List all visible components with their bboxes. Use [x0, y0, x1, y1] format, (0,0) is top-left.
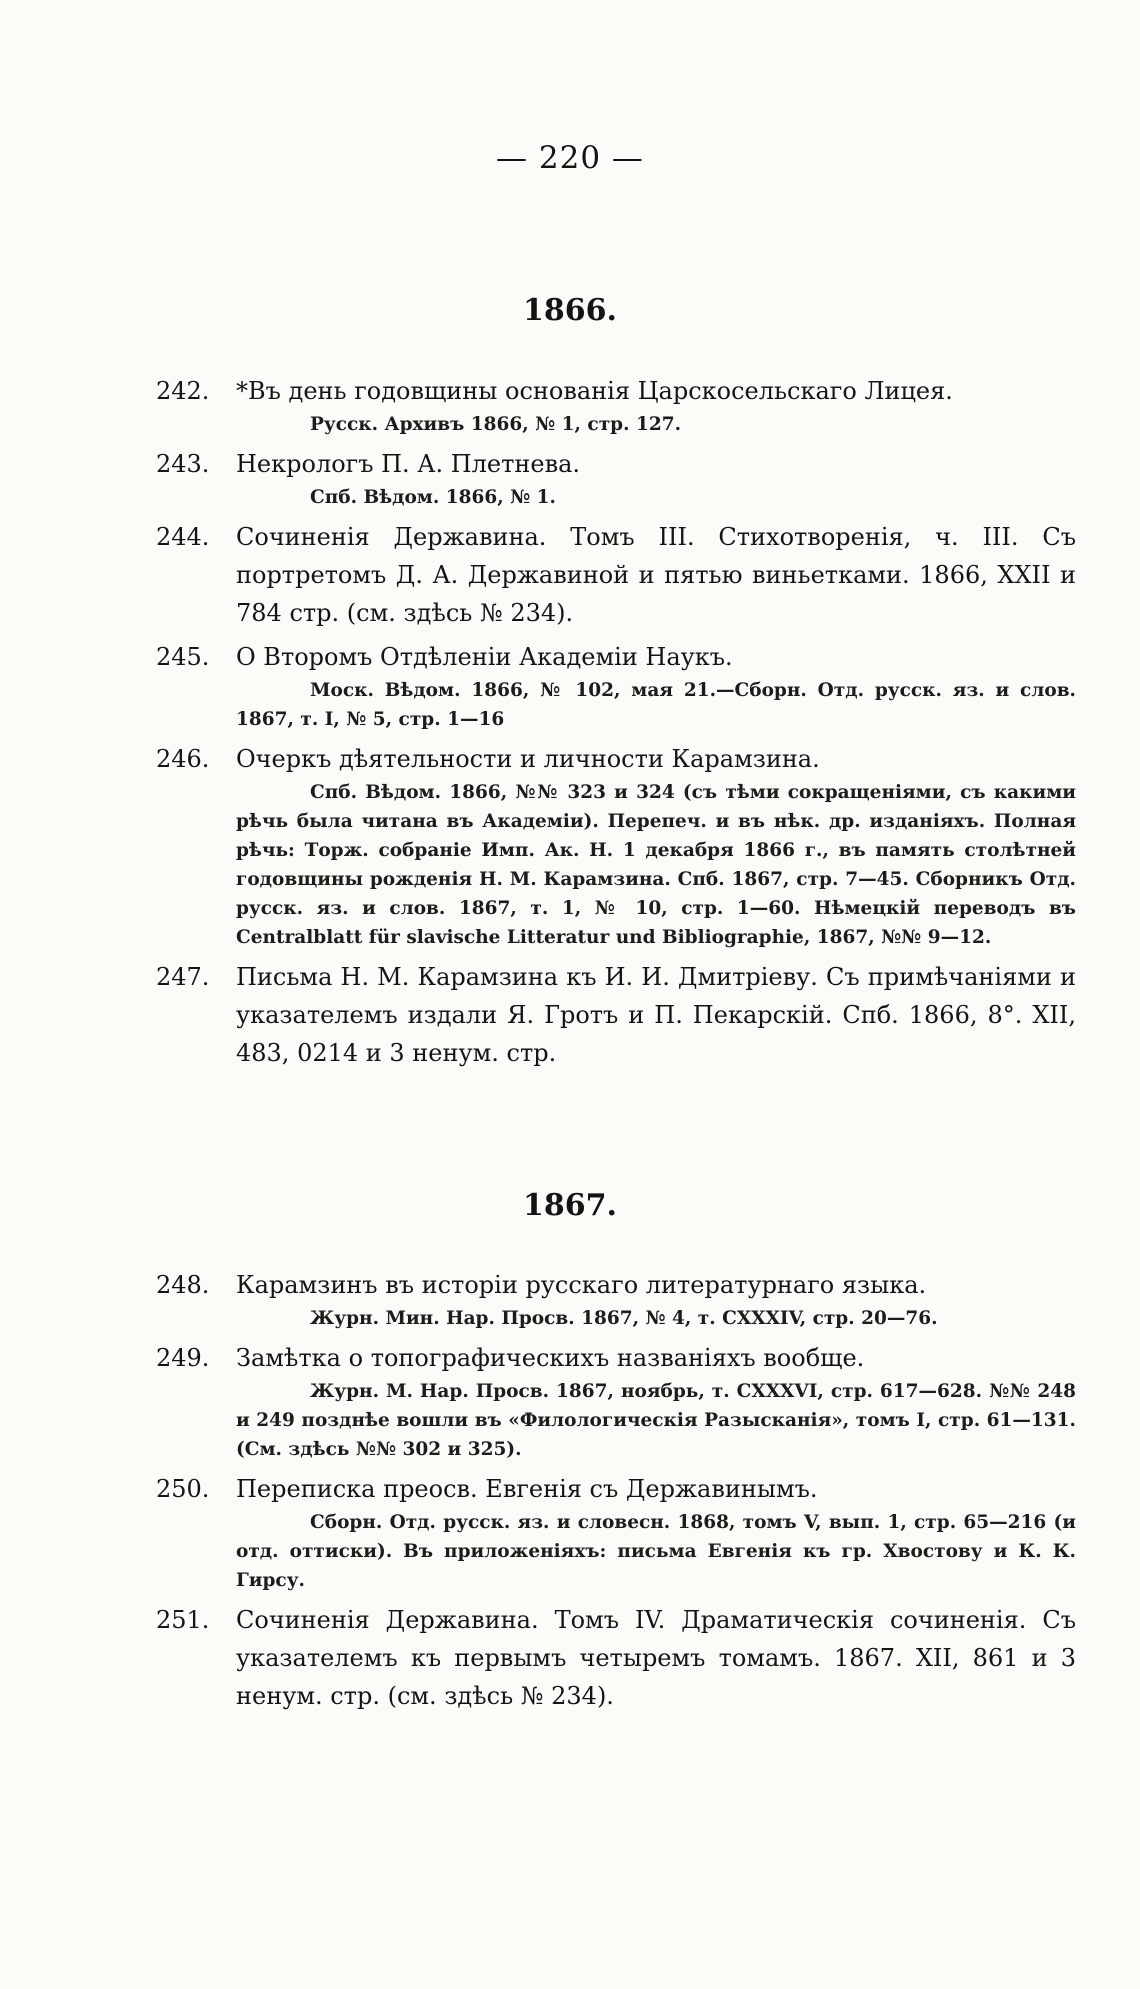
entry-note: Спб. Вѣдом. 1866, №№ 323 и 324 (съ тѣми сокращеніями, съ какими рѣчь была читана въ Академіи). Перепеч. и въ нѣк. др. изданіяхъ. Полная рѣчь: Торж. собраніе Имп. Ак. Н. 1 декабря 1866 г., въ память столѣтней годовщины рожденія Н. М. Карамзина. Спб. 1867, стр. 7—45. Сборникъ Отд. русск. яз. и слов. 1867, т. 1, № 10, стр. 1—60. Нѣмецкій переводъ въ Centralblatt für slavische Litteratur und Bibliographie, 1867, №№ 9—12.	[236, 782, 1076, 948]
entry-title: Карамзинъ въ исторіи русскаго литературнаго языка.	[236, 1271, 927, 1299]
year-heading-1867: 1867.	[523, 1188, 617, 1223]
entry-248	[0, 1266, 1140, 1333]
entry-title: Сочиненія Державина. Томъ III. Стихотворенія, ч. III. Съ портретомъ Д. А. Державиной и пятью виньетками. 1866, XXII и 784 стр. (см. здѣсь № 234).	[236, 523, 1076, 627]
entry-title: Замѣтка о топографическихъ названіяхъ вообще.	[236, 1344, 865, 1372]
entry-note: Моск. Вѣдом. 1866, № 102, мая 21.—Сборн. Отд. русск. яз. и слов. 1867, т. I, № 5, стр. 1—16	[236, 680, 1076, 730]
entry-number: 250.	[156, 1475, 210, 1503]
entry-number: 248.	[156, 1271, 210, 1299]
entry-243	[0, 445, 1140, 512]
entry-title: Переписка преосв. Евгенія съ Державинымъ.	[236, 1475, 818, 1503]
entry-number: 244.	[156, 523, 210, 551]
page-number: — 220 —	[496, 140, 644, 176]
year-heading-1866: 1866.	[523, 293, 617, 328]
entry-title: *Въ день годовщины основанія Царскосельскаго Лицея.	[236, 377, 953, 405]
entry-250	[0, 1470, 1140, 1595]
entry-number: 243.	[156, 450, 210, 478]
entry-title: Письма Н. М. Карамзина къ И. И. Дмитріеву. Съ примѣчаніями и указателемъ издали Я. Гротъ и П. Пекарскій. Спб. 1866, 8°. XII, 483, 0214 и 3 ненум. стр.	[236, 963, 1076, 1067]
entry-title: О Второмъ Отдѣленіи Академіи Наукъ.	[236, 643, 733, 671]
entry-251	[0, 1601, 1140, 1715]
entry-number: 242.	[156, 377, 210, 405]
entry-note: Журн. Мин. Нар. Просв. 1867, № 4, т. CXXXIV, стр. 20—76.	[310, 1308, 938, 1329]
entry-number: 247.	[156, 963, 210, 991]
entry-247	[0, 958, 1140, 1072]
section-1866	[0, 372, 1140, 1072]
entry-number: 246.	[156, 745, 210, 773]
entry-note: Русск. Архивъ 1866, № 1, стр. 127.	[310, 414, 682, 435]
entry-title: Некрологъ П. А. Плетнева.	[236, 450, 581, 478]
entry-number: 245.	[156, 643, 210, 671]
entry-title: Сочиненія Державина. Томъ IV. Драматическія сочиненія. Съ указателемъ къ первымъ четыремъ томамъ. 1867. XII, 861 и 3 ненум. стр. (см. здѣсь № 234).	[236, 1606, 1076, 1710]
entry-number: 251.	[156, 1606, 210, 1634]
entry-245	[0, 638, 1140, 734]
entry-249	[0, 1339, 1140, 1464]
entry-title: Очеркъ дѣятельности и личности Карамзина.	[236, 745, 820, 773]
entry-244	[0, 518, 1140, 632]
entry-number: 249.	[156, 1344, 210, 1372]
entry-note: Журн. М. Нар. Просв. 1867, ноябрь, т. CXXXVI, стр. 617—628. №№ 248 и 249 позднѣе вошли въ «Филологическія Разысканія», томъ I, стр. 61—131. (См. здѣсь №№ 302 и 325).	[236, 1381, 1076, 1460]
entry-246	[0, 740, 1140, 952]
entry-242	[0, 372, 1140, 439]
entry-note: Спб. Вѣдом. 1866, № 1.	[310, 487, 556, 508]
entry-note: Сборн. Отд. русск. яз. и словесн. 1868, томъ V, вып. 1, стр. 65—216 (и отд. оттиски). Въ приложеніяхъ: письма Евгенія къ гр. Хвостову и К. К. Гирсу.	[236, 1512, 1076, 1591]
section-1867	[0, 1266, 1140, 1715]
